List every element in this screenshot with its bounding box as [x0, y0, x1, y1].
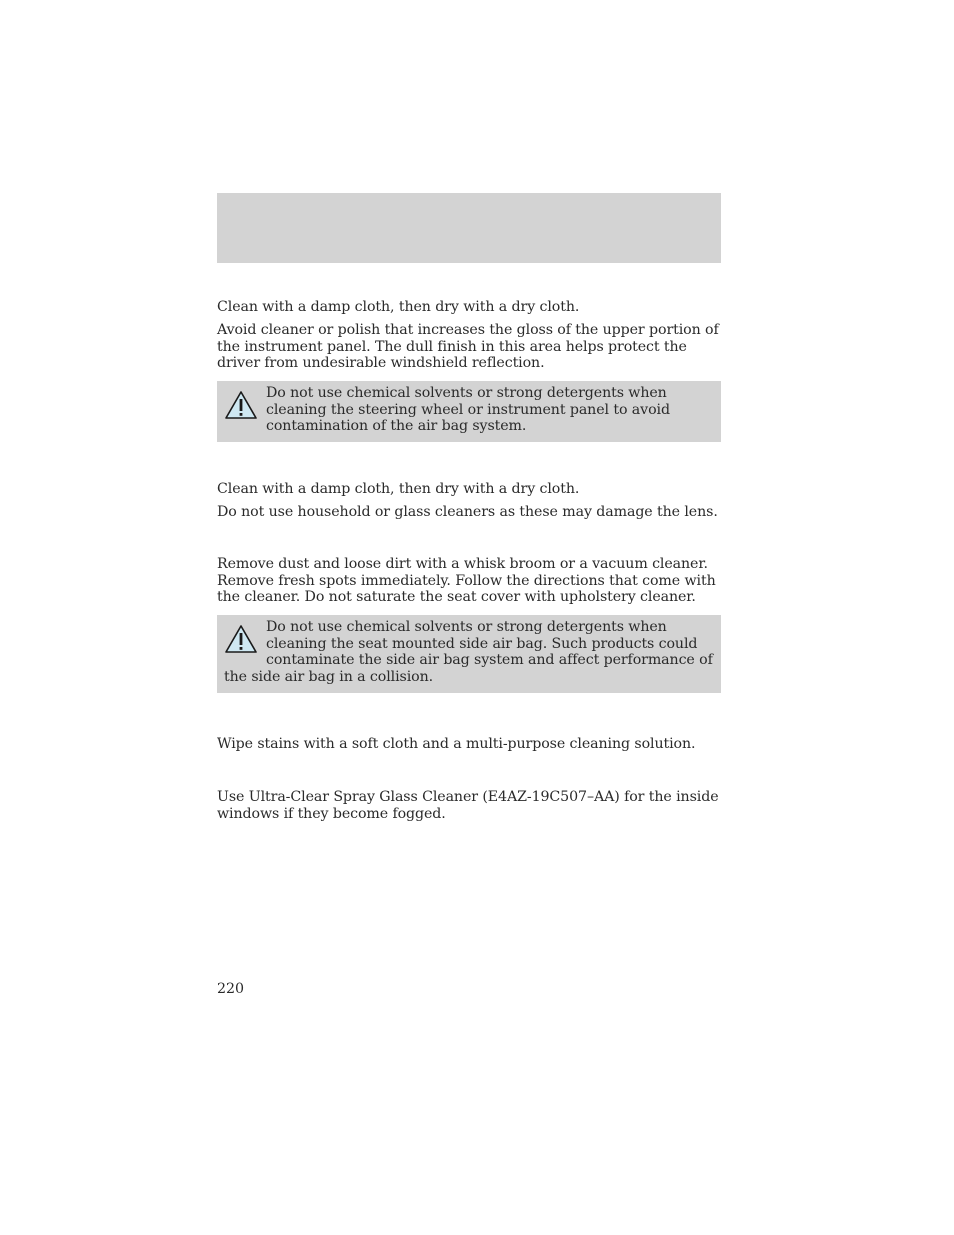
warning-text: Do not use chemical solvents or strong detergents when cleaning the steering wheel or instrument panel to avoid contamination of the air bag system. [266, 385, 670, 434]
instrument-panel-paragraph-1: Clean with a damp cloth, then dry with a dry cloth. [217, 299, 580, 315]
warning-text: Do not use chemical solvents or strong detergents when cleaning the seat mounted side air bag. Such products could contaminate the side air bag system and affect performance of the side air bag in a collision. [224, 619, 713, 685]
page-number: 220 [217, 981, 245, 997]
windows-paragraph: Use Ultra-Clear Spray Glass Cleaner (E4AZ-19C507–AA) for the inside windows if they become fogged. [217, 789, 719, 822]
warning-box-instrument-panel [217, 381, 721, 442]
instrument-panel-paragraph-2: Avoid cleaner or polish that increases the gloss of the upper portion of the instrument panel. The dull finish in this area helps protect the driver from undesirable windshield reflection. [217, 322, 719, 371]
cloth-upholstery-paragraph: Remove dust and loose dirt with a whisk broom or a vacuum cleaner. Remove fresh spots immediately. Follow the directions that come with the cleaner. Do not saturate the seat cover with upholstery cleaner. [217, 556, 716, 605]
vinyl-upholstery-paragraph: Wipe stains with a soft cloth and a multi-purpose cleaning solution. [217, 736, 696, 752]
warning-triangle-icon [224, 390, 258, 420]
cluster-lens-paragraph-1: Clean with a damp cloth, then dry with a dry cloth. [217, 481, 580, 497]
warning-box-side-air-bag [217, 615, 721, 693]
section-header-band [217, 193, 721, 263]
warning-triangle-icon [224, 624, 258, 654]
cluster-lens-paragraph-2: Do not use household or glass cleaners as these may damage the lens. [217, 504, 718, 520]
